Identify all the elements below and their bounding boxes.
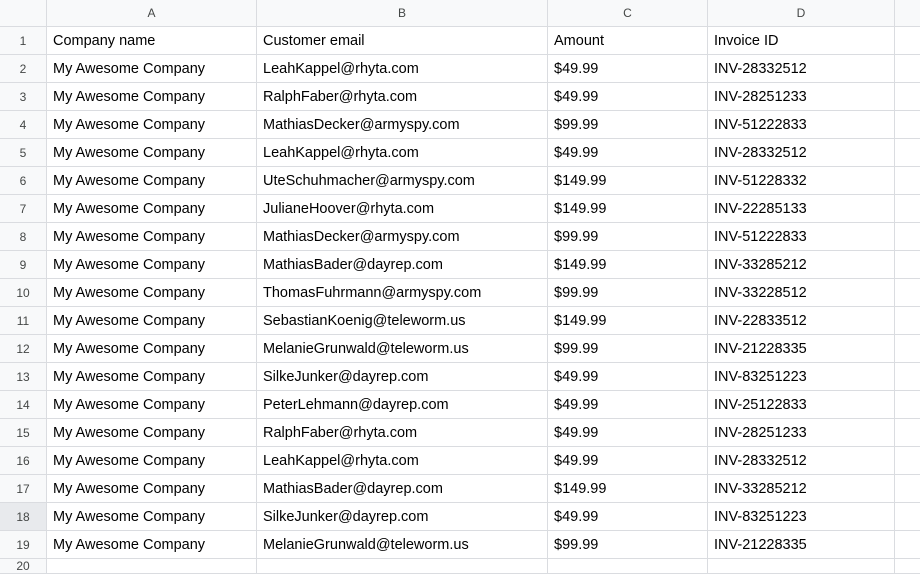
- cell-invoice[interactable]: INV-83251223: [708, 503, 895, 531]
- row-number[interactable]: 4: [0, 111, 47, 139]
- cell-empty[interactable]: [895, 279, 920, 307]
- cell-company[interactable]: My Awesome Company: [47, 223, 257, 251]
- cell-invoice[interactable]: INV-25122833: [708, 391, 895, 419]
- cell-company[interactable]: My Awesome Company: [47, 419, 257, 447]
- cell-amount[interactable]: $49.99: [548, 363, 708, 391]
- cell-empty[interactable]: [895, 391, 920, 419]
- cell-invoice[interactable]: INV-51228332: [708, 167, 895, 195]
- cell-empty[interactable]: [895, 139, 920, 167]
- cell-invoice[interactable]: INV-21228335: [708, 335, 895, 363]
- sheet-body: [0, 27, 920, 574]
- cell-company[interactable]: My Awesome Company: [47, 447, 257, 475]
- table-row[interactable]: [0, 251, 920, 279]
- cell-empty[interactable]: [895, 55, 920, 83]
- row-number[interactable]: 6: [0, 167, 47, 195]
- cell-invoice[interactable]: INV-33228512: [708, 279, 895, 307]
- row-number[interactable]: 1: [0, 27, 47, 55]
- table-row[interactable]: [0, 307, 920, 335]
- table-row[interactable]: [0, 279, 920, 307]
- column-header-c[interactable]: C: [548, 0, 708, 27]
- cell-company[interactable]: My Awesome Company: [47, 139, 257, 167]
- table-row[interactable]: [0, 335, 920, 363]
- cell-email[interactable]: JulianeHoover@rhyta.com: [257, 195, 548, 223]
- cell-invoice[interactable]: INV-83251223: [708, 363, 895, 391]
- cell-company[interactable]: My Awesome Company: [47, 475, 257, 503]
- table-row[interactable]: [0, 475, 920, 503]
- table-row[interactable]: [0, 139, 920, 167]
- table-row[interactable]: [0, 83, 920, 111]
- cell-empty[interactable]: [895, 447, 920, 475]
- column-header-b[interactable]: B: [257, 0, 548, 27]
- table-row[interactable]: [0, 559, 920, 574]
- cell-b1[interactable]: Customer email: [257, 27, 548, 55]
- cell-amount[interactable]: $99.99: [548, 335, 708, 363]
- cell-invoice[interactable]: INV-22285133: [708, 195, 895, 223]
- column-header-row: [0, 0, 920, 27]
- row-number[interactable]: 2: [0, 55, 47, 83]
- cell-amount[interactable]: $149.99: [548, 475, 708, 503]
- cell-invoice[interactable]: INV-28332512: [708, 139, 895, 167]
- row-number[interactable]: 18: [0, 503, 47, 531]
- cell-email[interactable]: LeahKappel@rhyta.com: [257, 447, 548, 475]
- row-number[interactable]: 15: [0, 419, 47, 447]
- row-number[interactable]: 5: [0, 139, 47, 167]
- row-number[interactable]: 3: [0, 83, 47, 111]
- cell-company[interactable]: My Awesome Company: [47, 503, 257, 531]
- cell-empty[interactable]: [895, 503, 920, 531]
- cell-empty[interactable]: [895, 251, 920, 279]
- cell-empty[interactable]: [895, 195, 920, 223]
- cell-email[interactable]: MelanieGrunwald@teleworm.us: [257, 531, 548, 559]
- cell-empty[interactable]: [895, 307, 920, 335]
- cell-email[interactable]: LeahKappel@rhyta.com: [257, 55, 548, 83]
- row-number[interactable]: 17: [0, 475, 47, 503]
- cell-invoice[interactable]: INV-33285212: [708, 475, 895, 503]
- row-number[interactable]: 20: [0, 559, 47, 574]
- cell-amount[interactable]: $49.99: [548, 419, 708, 447]
- cell-amount[interactable]: $149.99: [548, 251, 708, 279]
- cell-amount[interactable]: $149.99: [548, 195, 708, 223]
- cell-invoice[interactable]: INV-28332512: [708, 55, 895, 83]
- cell-amount[interactable]: $99.99: [548, 279, 708, 307]
- table-row[interactable]: [0, 531, 920, 559]
- cell-e1[interactable]: [895, 27, 920, 55]
- cell-company[interactable]: [47, 559, 257, 574]
- column-header-e[interactable]: [895, 0, 920, 27]
- cell-email[interactable]: RalphFaber@rhyta.com: [257, 419, 548, 447]
- cell-email[interactable]: SilkeJunker@dayrep.com: [257, 503, 548, 531]
- cell-empty[interactable]: [895, 167, 920, 195]
- cell-invoice[interactable]: INV-22833512: [708, 307, 895, 335]
- row-number[interactable]: 14: [0, 391, 47, 419]
- row-number[interactable]: 12: [0, 335, 47, 363]
- cell-email[interactable]: RalphFaber@rhyta.com: [257, 83, 548, 111]
- cell-company[interactable]: My Awesome Company: [47, 391, 257, 419]
- cell-empty[interactable]: [895, 335, 920, 363]
- cell-amount[interactable]: $49.99: [548, 503, 708, 531]
- cell-email[interactable]: ThomasFuhrmann@armyspy.com: [257, 279, 548, 307]
- row-number[interactable]: 7: [0, 195, 47, 223]
- cell-company[interactable]: My Awesome Company: [47, 307, 257, 335]
- cell-amount[interactable]: $149.99: [548, 167, 708, 195]
- cell-a1[interactable]: Company name: [47, 27, 257, 55]
- table-row[interactable]: [0, 503, 920, 531]
- cell-company[interactable]: My Awesome Company: [47, 363, 257, 391]
- cell-invoice[interactable]: INV-21228335: [708, 531, 895, 559]
- cell-amount[interactable]: $49.99: [548, 447, 708, 475]
- cell-company[interactable]: My Awesome Company: [47, 111, 257, 139]
- table-row[interactable]: [0, 363, 920, 391]
- row-number[interactable]: 10: [0, 279, 47, 307]
- cell-empty[interactable]: [895, 83, 920, 111]
- cell-invoice[interactable]: INV-51222833: [708, 223, 895, 251]
- cell-email[interactable]: UteSchuhmacher@armyspy.com: [257, 167, 548, 195]
- cell-d1[interactable]: Invoice ID: [708, 27, 895, 55]
- cell-amount[interactable]: $49.99: [548, 139, 708, 167]
- cell-invoice[interactable]: INV-33285212: [708, 251, 895, 279]
- cell-amount[interactable]: $99.99: [548, 531, 708, 559]
- column-header-d[interactable]: D: [708, 0, 895, 27]
- cell-company[interactable]: My Awesome Company: [47, 279, 257, 307]
- cell-company[interactable]: My Awesome Company: [47, 83, 257, 111]
- row-number[interactable]: 19: [0, 531, 47, 559]
- table-row[interactable]: [0, 223, 920, 251]
- cell-invoice[interactable]: [708, 559, 895, 574]
- cell-empty[interactable]: [895, 531, 920, 559]
- table-row[interactable]: [0, 55, 920, 83]
- cell-amount[interactable]: [548, 559, 708, 574]
- table-row[interactable]: [0, 447, 920, 475]
- cell-amount[interactable]: $49.99: [548, 391, 708, 419]
- cell-empty[interactable]: [895, 363, 920, 391]
- cell-empty[interactable]: [895, 475, 920, 503]
- table-row[interactable]: [0, 111, 920, 139]
- cell-email[interactable]: MathiasBader@dayrep.com: [257, 475, 548, 503]
- cell-email[interactable]: SilkeJunker@dayrep.com: [257, 363, 548, 391]
- cell-c1[interactable]: Amount: [548, 27, 708, 55]
- table-row[interactable]: [0, 391, 920, 419]
- table-row[interactable]: [0, 27, 920, 55]
- cell-empty[interactable]: [895, 223, 920, 251]
- cell-email[interactable]: LeahKappel@rhyta.com: [257, 139, 548, 167]
- column-header-a[interactable]: A: [47, 0, 257, 27]
- cell-company[interactable]: My Awesome Company: [47, 55, 257, 83]
- cell-empty[interactable]: [895, 419, 920, 447]
- cell-invoice[interactable]: INV-28251233: [708, 83, 895, 111]
- cell-amount[interactable]: $99.99: [548, 223, 708, 251]
- cell-email[interactable]: MathiasDecker@armyspy.com: [257, 111, 548, 139]
- cell-invoice[interactable]: INV-51222833: [708, 111, 895, 139]
- cell-email[interactable]: MathiasDecker@armyspy.com: [257, 223, 548, 251]
- select-all-corner[interactable]: [0, 0, 47, 27]
- cell-empty[interactable]: [895, 111, 920, 139]
- row-number[interactable]: 8: [0, 223, 47, 251]
- cell-company[interactable]: My Awesome Company: [47, 195, 257, 223]
- table-row[interactable]: [0, 167, 920, 195]
- cell-email[interactable]: MathiasBader@dayrep.com: [257, 251, 548, 279]
- table-row[interactable]: [0, 419, 920, 447]
- cell-company[interactable]: My Awesome Company: [47, 531, 257, 559]
- cell-invoice[interactable]: INV-28332512: [708, 447, 895, 475]
- table-row[interactable]: [0, 195, 920, 223]
- cell-email[interactable]: [257, 559, 548, 574]
- cell-email[interactable]: MelanieGrunwald@teleworm.us: [257, 335, 548, 363]
- cell-amount[interactable]: $49.99: [548, 55, 708, 83]
- cell-email[interactable]: SebastianKoenig@teleworm.us: [257, 307, 548, 335]
- cell-amount[interactable]: $99.99: [548, 111, 708, 139]
- row-number[interactable]: 9: [0, 251, 47, 279]
- cell-invoice[interactable]: INV-28251233: [708, 419, 895, 447]
- cell-amount[interactable]: $49.99: [548, 83, 708, 111]
- cell-amount[interactable]: $149.99: [548, 307, 708, 335]
- row-number[interactable]: 13: [0, 363, 47, 391]
- cell-company[interactable]: My Awesome Company: [47, 251, 257, 279]
- row-number[interactable]: 16: [0, 447, 47, 475]
- cell-company[interactable]: My Awesome Company: [47, 335, 257, 363]
- cell-empty[interactable]: [895, 559, 920, 574]
- row-number[interactable]: 11: [0, 307, 47, 335]
- cell-company[interactable]: My Awesome Company: [47, 167, 257, 195]
- cell-email[interactable]: PeterLehmann@dayrep.com: [257, 391, 548, 419]
